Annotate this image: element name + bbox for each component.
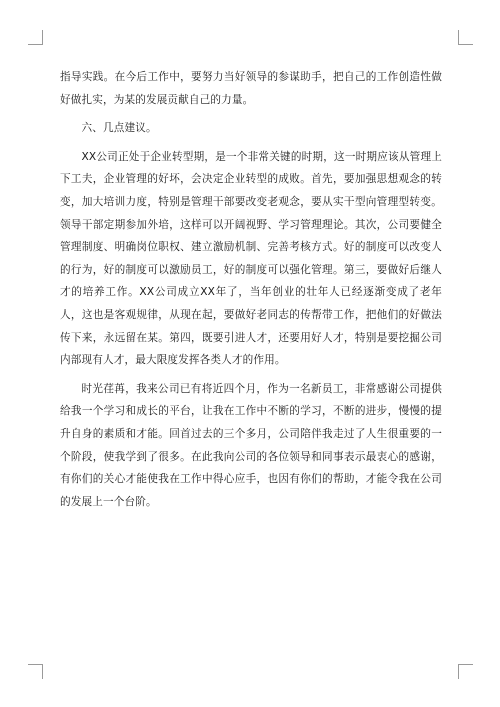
crop-mark-top-right xyxy=(458,30,473,45)
crop-mark-top-left xyxy=(28,30,43,45)
paragraph-closing: 时光荏苒，我来公司已有将近四个月，作为一名新员工，非常感谢公司提供给我一个学习和成长的平台，让我在工作中不断的学习，不断的进步，慢慢的提升自身的素质和才能。回首过去的三个多月，公司陪伴我走过了人生很重要的一个阶段，使我学到了很多。在此我向公司的各位领导和同事表示最衷心的感谢，有你们的关心才能使我在工作中得心应手，也因有你们的帮助，才能令我在公司的发展上一个台阶。 xyxy=(60,382,442,508)
crop-mark-bottom-right xyxy=(458,664,473,679)
document-body xyxy=(60,66,442,513)
paragraph-continuation: 指导实践。在今后工作中，要努力当好领导的参谋助手，把自己的工作创造性做好做扎实，为某的发展贡献自己的力量。 xyxy=(60,71,442,106)
section-heading: 六、几点建议。 xyxy=(81,122,157,135)
crop-mark-bottom-left xyxy=(28,664,43,679)
paragraph-suggestions: XX公司正处于企业转型期，是一个非常关键的时期，这一时期应该从管理上下工夫，企业管理的好坏，会决定企业转型的成败。首先，要加强思想观念的转变，加大培训力度，特别是管理干部要改变老观念，要从实干型向管理型转变。领导干部定期参加外培，这样可以开阔视野、学习管理理论。其次，公司要健全管理制度、明确岗位职权、建立激励机制、完善考核方式。好的制度可以改变人的行为，好的制度可以激励员工，好的制度可以强化管理。第三，要做好后继人才的培养工作。XX公司成立XX年了，当年创业的壮年人已经逐渐变成了老年人，这也是客观规律，从现在起，要做好老同志的传帮带工作，把他们的好做法传下来，永远留在某。第四，既要引进人才，还要用好人才，特别是要挖掘公司内部现有人才，最大限度发挥各类人才的作用。 xyxy=(60,150,442,367)
